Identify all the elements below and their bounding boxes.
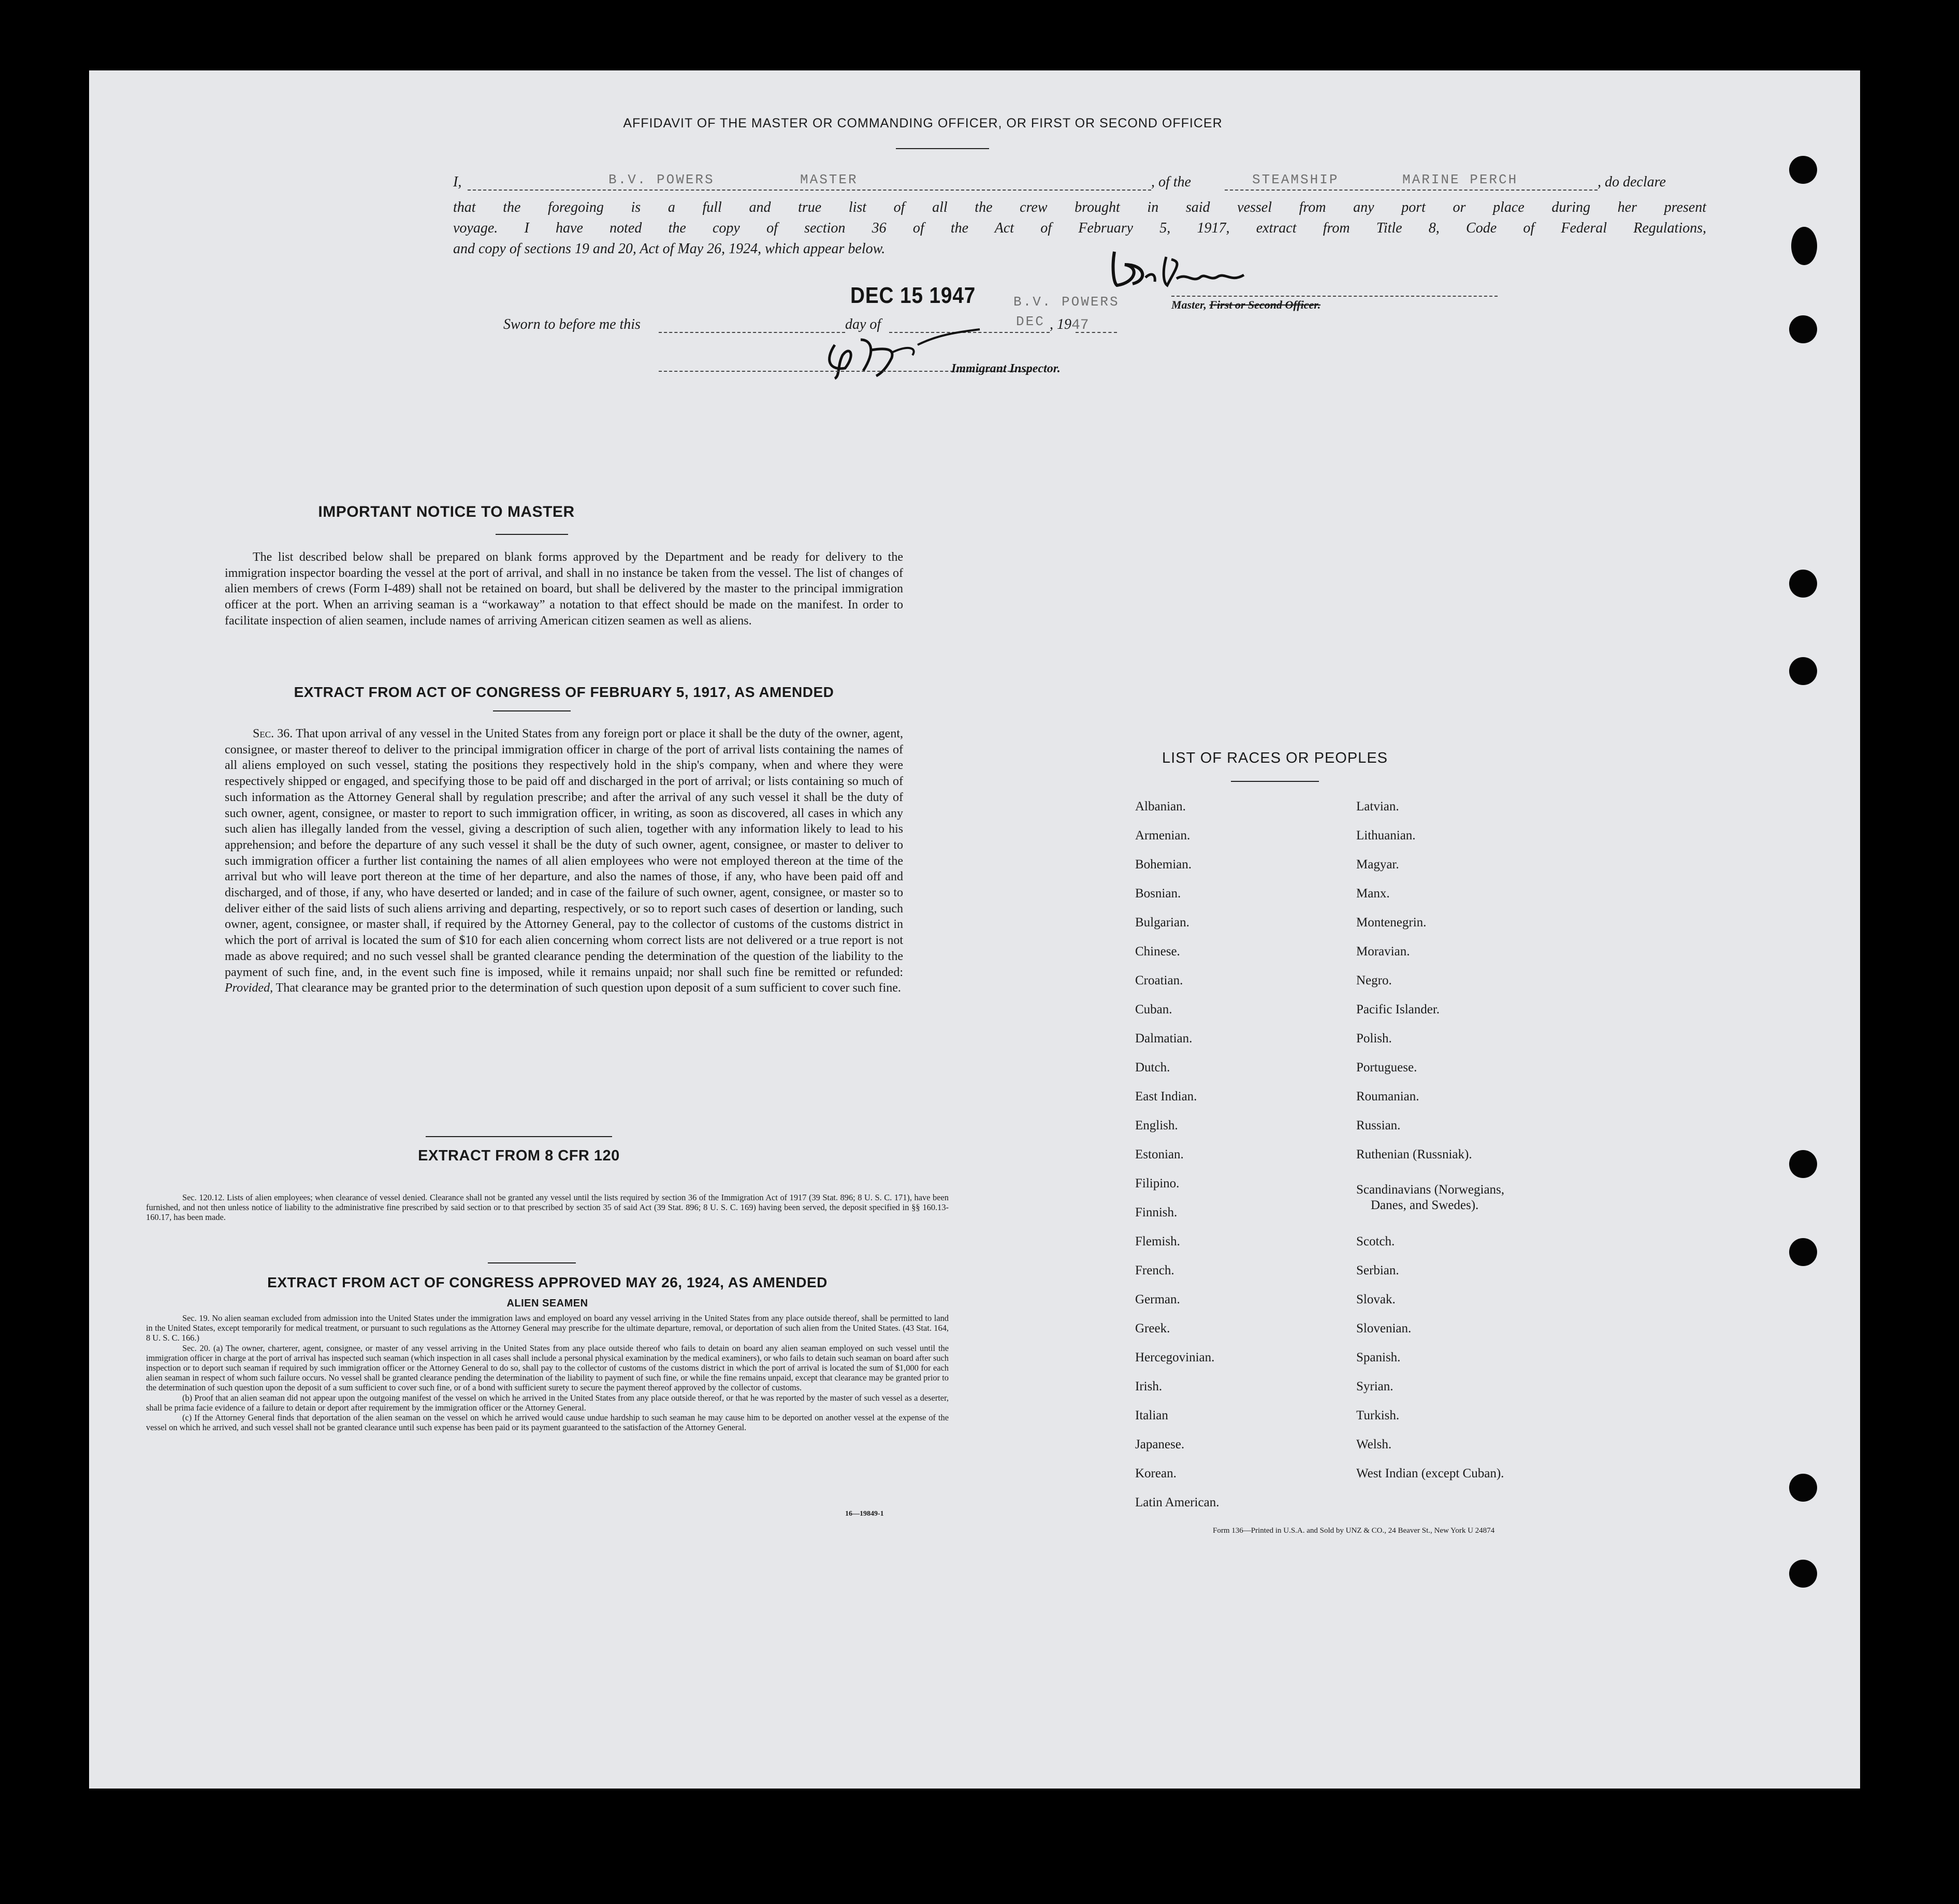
i-label: I,	[453, 174, 462, 190]
name-blank	[468, 190, 1151, 191]
extract-1924-subtitle: ALIEN SEAMEN	[506, 1298, 588, 1309]
race-item: Flemish.	[1135, 1234, 1180, 1248]
races-rule	[1231, 781, 1319, 782]
race-item: Albanian.	[1135, 800, 1186, 813]
form-code: 16—19849-1	[845, 1510, 884, 1518]
notice-rule	[496, 534, 568, 535]
master-signature	[1104, 236, 1259, 293]
sworn-label: Sworn to before me this	[503, 316, 641, 332]
printer-note: Form 136—Printed in U.S.A. and Sold by UNZ & CO., 24 Beaver St., New York U 24874	[1213, 1527, 1495, 1535]
sec36-end: That clearance may be granted prior to the determination of such question upon deposit of a sum sufficient to cover such fine.	[275, 981, 901, 995]
vessel-name: MARINE PERCH	[1402, 172, 1518, 187]
title-rule	[896, 148, 989, 149]
race-item: Dalmatian.	[1135, 1031, 1193, 1045]
race-item: Bosnian.	[1135, 886, 1181, 900]
race-item: Bohemian.	[1135, 857, 1192, 871]
race-item: Latin American.	[1135, 1495, 1220, 1509]
race-item: West Indian (except Cuban).	[1356, 1466, 1504, 1480]
document-page	[89, 70, 1860, 1789]
race-item: Latvian.	[1356, 800, 1399, 813]
extract-1924-text	[146, 1313, 949, 1432]
year-label	[1050, 316, 1089, 333]
punch-hole	[1789, 1474, 1817, 1502]
race-item: Montenegrin.	[1356, 915, 1427, 929]
punch-hole	[1789, 1560, 1817, 1588]
master-label-a: Master,	[1171, 298, 1210, 311]
punch-hole	[1789, 315, 1817, 343]
race-item: Estonian.	[1135, 1147, 1184, 1161]
race-item: German.	[1135, 1292, 1180, 1306]
affidavit-line-2: voyage. I have noted the copy of section 36 of the Act of February 5, 1917, extract from Title 8, Code of Federal Regulations,	[453, 220, 1706, 236]
race-item: Hercegovinian.	[1135, 1350, 1215, 1364]
punch-hole	[1789, 570, 1817, 598]
extract-1917-text	[225, 726, 903, 996]
race-item: Magyar.	[1356, 857, 1399, 871]
cfr-title: EXTRACT FROM 8 CFR 120	[418, 1147, 620, 1164]
race-item: Russian.	[1356, 1118, 1401, 1132]
race-item: East Indian.	[1135, 1089, 1197, 1103]
punch-hole	[1789, 1150, 1817, 1178]
race-item: Bulgarian.	[1135, 915, 1189, 929]
declarant-rank: MASTER	[800, 172, 858, 187]
punch-hole	[1789, 657, 1817, 685]
race-item: Slovak.	[1356, 1292, 1396, 1306]
race-item: Scandinavians (Norwegians,	[1356, 1183, 1505, 1197]
sec20c-text: (c) If the Attorney General finds that deportation of the alien seaman on the vessel on which he arrived would cause undue hardship to such seaman he may cause him to be deported on another vessel at the expense of the vessel on which he arrived, and such vessel shall not be granted clearance until such expense has been paid or its payment guaranteed to the satisfaction of the Attorney General.	[146, 1413, 949, 1433]
vessel-blank	[1225, 190, 1598, 191]
race-item: Syrian.	[1356, 1379, 1394, 1393]
day-of-label: day of	[845, 316, 881, 332]
sec36-label: Sec. 36.	[253, 727, 293, 740]
punch-hole	[1789, 1238, 1817, 1266]
races-title: LIST OF RACES OR PEOPLES	[1162, 750, 1388, 766]
typed-signature: B.V. POWERS	[1013, 294, 1120, 310]
master-label-b: First or Second Officer.	[1209, 298, 1321, 311]
race-item: Croatian.	[1135, 973, 1183, 987]
vessel-type: STEAMSHIP	[1252, 172, 1339, 187]
race-item: Spanish.	[1356, 1350, 1401, 1364]
inspector-label: Immigrant Inspector.	[951, 362, 1061, 375]
extract-1924-title: EXTRACT FROM ACT OF CONGRESS APPROVED MAY 26, 1924, AS AMENDED	[267, 1274, 828, 1290]
extract-1917-rule	[493, 710, 571, 711]
race-item: Roumanian.	[1356, 1089, 1419, 1103]
race-item: Turkish.	[1356, 1408, 1400, 1422]
year-prefix: , 19	[1050, 316, 1071, 332]
declaration-line	[453, 174, 1706, 195]
do-declare-label: , do declare	[1598, 174, 1666, 190]
sec20a-text: Sec. 20. (a) The owner, charterer, agent, consignee, or master of any vessel arriving in the United States from any place outside thereof who fails to detain on board any alien seaman employed on such vessel until the immigration officer in charge at the port of arrival has inspected such seaman (which inspection in all cases shall include a personal physical examination by the medical examiners), or who fails to detain such seaman on board after such inspection or to deport such seaman if required by such immigration officer or the Attorney General to do so, shall pay to the collector of customs of the customs district in which the port of arrival is located the sum of $1,000 for each alien seaman in respect of whom such failure occurs. No vessel shall be granted clearance pending the determination of the liability to payment of such fine, or while the fine remains unpaid, except that clearance may be granted prior to the determination of such question upon the deposit of a sum sufficient to cover such fine, or of a bond with sufficient surety to secure the payment thereof approved by the collector of customs.	[146, 1343, 949, 1393]
punch-hole	[1791, 227, 1817, 265]
race-item: Greek.	[1135, 1321, 1170, 1335]
of-the-label: , of the	[1151, 174, 1191, 190]
race-item: Japanese.	[1135, 1437, 1185, 1451]
race-item: Irish.	[1135, 1379, 1163, 1393]
race-item: Portuguese.	[1356, 1060, 1417, 1074]
race-item: Negro.	[1356, 973, 1392, 987]
race-item: Scotch.	[1356, 1234, 1395, 1248]
race-item: Danes, and Swedes).	[1371, 1198, 1479, 1212]
notice-title: IMPORTANT NOTICE TO MASTER	[318, 503, 575, 520]
provided-word: Provided,	[225, 981, 273, 995]
notice-text: The list described below shall be prepared on blank forms approved by the Department and be ready for delivery to the immigration inspector boarding the vessel at the port of arrival, and shall in no instance be taken from the vessel. The list of changes of alien members of crews (Form I-489) shall not be retained on board, but shall be delivered by the master to the principal immigration officer at the port. When an arriving seaman is a “workaway” a notation to that effect should be made on the manifest. In order to facilitate inspection of alien seamen, include names of arriving American citizen seamen as well as aliens.	[225, 550, 903, 628]
race-item: Armenian.	[1135, 829, 1191, 842]
race-item: Lithuanian.	[1356, 829, 1416, 842]
cfr-rule-top	[426, 1136, 612, 1137]
race-item: Chinese.	[1135, 944, 1180, 958]
race-item: Slovenian.	[1356, 1321, 1412, 1335]
race-item: English.	[1135, 1118, 1178, 1132]
affidavit-body	[453, 197, 1706, 259]
extract-1917-title: EXTRACT FROM ACT OF CONGRESS OF FEBRUARY 5, 1917, AS AMENDED	[294, 684, 834, 700]
race-item: Serbian.	[1356, 1263, 1399, 1277]
sec36-body: That upon arrival of any vessel in the United States from any foreign port or place it shall be the duty of the owner, agent, consignee, or master thereof to deliver to the principal immigration officer in charge of the port of arrival lists containing the names of all aliens employed on such vessel, stating the positions they respectively hold in the ship's company, when and where they were respectively shipped or engaged, and specifying those to be paid off and discharged in the port of arrival; or lists containing so much of such information as the Attorney General shall by regulation prescribe; and after the arrival of any such vessel it shall be the duty of such owner, agent, consignee, or master to report to such immigration officer, in writing, as soon as discovered, all cases in which any such alien has illegally landed from the vessel, giving a description of such alien, together with any information likely to lead to his apprehension; and before the departure of any such vessel it shall be the duty of such owner, agent, consignee, or master to deliver to such immigration officer a further list containing the names of all alien employees who were not employed thereon at the time of the arrival but who will leave port thereon at the time of her departure, and also the names of those, if any, who have been paid off and discharged, and of those, if any, who have deserted or landed; and in case of the failure of such owner, agent, consignee, or master so to deliver either of the said lists of such aliens arriving and departing, respectively, or so to report such cases of desertion or landing, such owner, agent, consignee, or master shall, if required by the Attorney General, pay to the collector of customs of the customs district in which the port of arrival is located the sum of $10 for each alien concerning whom correct lists are not delivered or a true report is not made as above required; and no such vessel shall be granted clearance pending the determination of the question of the liability to the payment of such fine, and, in the event such fine is imposed, while it remains unpaid; nor shall such fine be remitted or refunded:	[225, 727, 903, 979]
race-item: Ruthenian (Russniak).	[1356, 1147, 1472, 1161]
affidavit-title: AFFIDAVIT OF THE MASTER OR COMMANDING OFFICER, OR FIRST OR SECOND OFFICER	[623, 116, 1223, 130]
declarant-name: B.V. POWERS	[608, 172, 715, 187]
race-item: Filipino.	[1135, 1176, 1180, 1190]
affidavit-line-1: that the foregoing is a full and true list of all the crew brought in said vessel from any port or place during her present	[453, 199, 1706, 215]
cfr-rule-bottom	[488, 1262, 576, 1263]
cfr-text: Sec. 120.12. Lists of alien employees; when clearance of vessel denied. Clearance shall not be granted any vessel until the lists required by section 36 of the Immigration Act of 1917 (39 Stat. 896; 8 U. S. C. 171), have been furnished, and not then unless notice of liability to the administrative fine prescribed by said section or to that prescribed by section 35 of said Act (39 Stat. 896; 8 U. S. C. 169) having been served, the deposit specified in §§ 160.13-160.17, has been made.	[146, 1193, 949, 1223]
race-item: Finnish.	[1135, 1205, 1178, 1219]
master-signature-line	[1171, 296, 1498, 297]
race-item: Manx.	[1356, 886, 1390, 900]
date-stamp: DEC 15 1947	[850, 283, 976, 308]
race-item: Pacific Islander.	[1356, 1002, 1440, 1016]
sec20b-text: (b) Proof that an alien seaman did not appear upon the outgoing manifest of the vessel on which he arrived in the United States from any place outside thereof, or that he was reported by the master of such vessel as a deserter, shall be prima facie evidence of a failure to detain or deport after requirement by the immigration officer or the Attorney General.	[146, 1392, 949, 1413]
race-item: Moravian.	[1356, 944, 1410, 958]
affidavit-line-3: and copy of sections 19 and 20, Act of May 26, 1924, which appear below.	[453, 241, 886, 257]
race-item: Italian	[1135, 1408, 1168, 1422]
year-blank	[1076, 332, 1117, 333]
race-item: Polish.	[1356, 1031, 1392, 1045]
sworn-month: DEC	[1016, 314, 1045, 329]
sec19-text: Sec. 19. No alien seaman excluded from admission into the United States under the immigration laws and employed on board any vessel arriving in the United States from any place outside thereof, shall be permitted to land in the United States, except temporarily for medical treatment, or pursuant to such regulations as the Attorney General may prescribe for the ultimate departure, removal, or deportation of such alien from the United States. (43 Stat. 164, 8 U. S. C. 166.)	[146, 1313, 949, 1343]
race-item: Cuban.	[1135, 1002, 1172, 1016]
year-suffix: 47	[1071, 317, 1089, 333]
master-label	[1171, 298, 1320, 312]
race-item: French.	[1135, 1263, 1174, 1277]
race-item: Welsh.	[1356, 1437, 1392, 1451]
race-item: Dutch.	[1135, 1060, 1170, 1074]
race-item: Korean.	[1135, 1466, 1177, 1480]
punch-hole	[1789, 156, 1817, 184]
